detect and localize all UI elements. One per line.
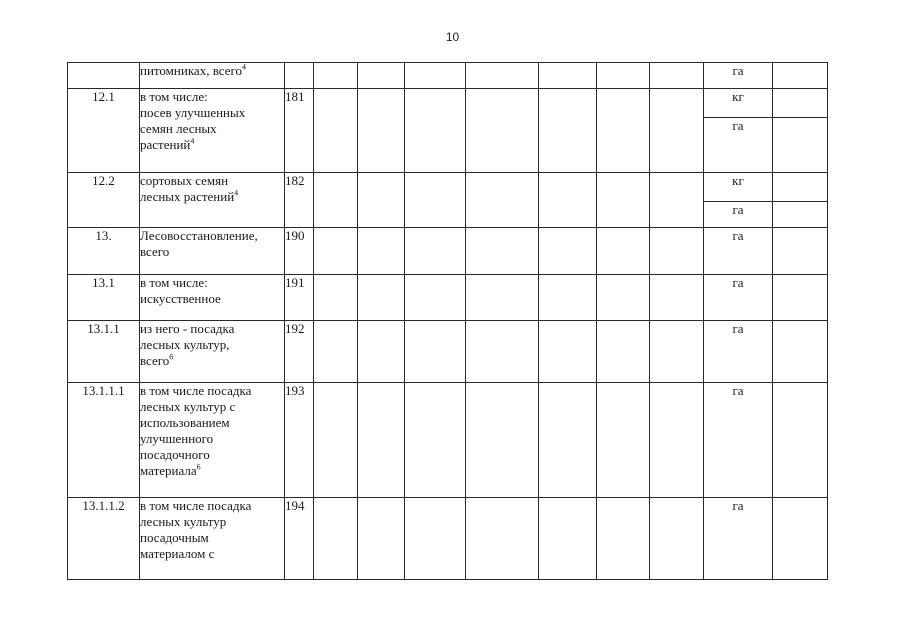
empty-cell xyxy=(314,498,358,580)
indicator-name xyxy=(140,89,285,173)
empty-cell xyxy=(539,498,597,580)
empty-cell xyxy=(597,63,650,89)
table-row xyxy=(68,321,828,383)
indicator-name-line: растений$^4$ xyxy=(140,136,195,152)
row-number: 13.1.1 xyxy=(68,321,140,383)
unit-cell: га xyxy=(704,383,773,498)
empty-cell xyxy=(539,63,597,89)
empty-cell xyxy=(773,321,828,383)
indicator-name-line: лесных культур с xyxy=(140,399,236,414)
unit-cell: га xyxy=(704,202,773,228)
indicator-name-line: улучшенного xyxy=(140,431,214,446)
empty-cell xyxy=(466,321,539,383)
indicator-name-line: лесных культур, xyxy=(140,337,230,352)
unit-cell: кг xyxy=(704,173,773,202)
empty-cell xyxy=(358,275,405,321)
empty-cell xyxy=(466,89,539,173)
indicator-name-line: питомниках, всего$^4$ xyxy=(140,62,246,78)
empty-cell xyxy=(539,383,597,498)
line-code: 193 xyxy=(285,383,314,498)
page-number: 10 xyxy=(445,30,460,44)
empty-cell xyxy=(773,202,828,228)
empty-cell xyxy=(539,228,597,275)
row-number: 13.1.1.1 xyxy=(68,383,140,498)
indicator-name-line: лесных культур xyxy=(140,514,227,529)
empty-cell xyxy=(358,173,405,228)
row-number: 12.1 xyxy=(68,89,140,173)
indicator-name-line: Лесовосстановление, xyxy=(140,228,258,243)
empty-cell xyxy=(650,321,704,383)
empty-cell xyxy=(650,89,704,173)
empty-cell xyxy=(650,275,704,321)
indicator-name xyxy=(140,63,285,89)
footnote-mark: 6 xyxy=(196,462,201,472)
empty-cell xyxy=(358,383,405,498)
empty-cell xyxy=(773,89,828,118)
line-code: 192 xyxy=(285,321,314,383)
unit-cell: га xyxy=(704,63,773,89)
empty-cell xyxy=(773,383,828,498)
table-row xyxy=(68,275,828,321)
empty-cell xyxy=(650,63,704,89)
empty-cell xyxy=(314,228,358,275)
empty-cell xyxy=(597,275,650,321)
line-code: 181 xyxy=(285,89,314,173)
empty-cell xyxy=(466,383,539,498)
footnote-mark: 4 xyxy=(234,188,239,198)
indicator-name-line: в том числе: xyxy=(140,89,208,104)
table-row xyxy=(68,383,828,498)
indicator-name-line: использованием xyxy=(140,415,230,430)
table-row xyxy=(68,498,828,580)
empty-cell xyxy=(597,321,650,383)
empty-cell xyxy=(314,383,358,498)
empty-cell xyxy=(539,89,597,173)
empty-cell xyxy=(466,173,539,228)
row-number: 13.1.1.2 xyxy=(68,498,140,580)
indicator-name-line: посадочного xyxy=(140,447,210,462)
footnote-mark: 4 xyxy=(241,62,246,72)
row-number: 13. xyxy=(68,228,140,275)
table-row xyxy=(68,173,828,202)
empty-cell xyxy=(405,321,466,383)
empty-cell xyxy=(773,275,828,321)
empty-cell xyxy=(314,321,358,383)
empty-cell xyxy=(650,498,704,580)
empty-cell xyxy=(597,498,650,580)
indicator-name-line: из него - посадка xyxy=(140,321,235,336)
indicator-name xyxy=(140,321,285,383)
empty-cell xyxy=(597,173,650,228)
empty-cell xyxy=(597,89,650,173)
indicator-name-line: материала$^6$ xyxy=(140,462,201,478)
empty-cell xyxy=(773,63,828,89)
indicator-name-line: в том числе посадка xyxy=(140,383,252,398)
empty-cell xyxy=(405,275,466,321)
empty-cell xyxy=(773,498,828,580)
empty-cell xyxy=(539,275,597,321)
indicator-name-line: всего$^6$ xyxy=(140,352,174,368)
indicator-name-line: всего xyxy=(140,244,170,259)
empty-cell xyxy=(314,275,358,321)
empty-cell xyxy=(466,63,539,89)
indicator-name-line: в том числе: xyxy=(140,275,208,290)
footnote-mark: 4 xyxy=(190,136,195,146)
unit-cell: га xyxy=(704,321,773,383)
empty-cell xyxy=(466,275,539,321)
table-row xyxy=(68,63,828,89)
empty-cell xyxy=(773,228,828,275)
empty-cell xyxy=(405,498,466,580)
empty-cell xyxy=(358,89,405,173)
form-table xyxy=(67,62,828,580)
indicator-name-line: посев улучшенных xyxy=(140,105,246,120)
unit-cell: га xyxy=(704,275,773,321)
indicator-name xyxy=(140,498,285,580)
empty-cell xyxy=(358,321,405,383)
empty-cell xyxy=(314,89,358,173)
row-number: 13.1 xyxy=(68,275,140,321)
indicator-name-line: лесных растений$^4$ xyxy=(140,188,239,204)
empty-cell xyxy=(650,228,704,275)
footnote-mark: 6 xyxy=(169,352,174,362)
empty-cell xyxy=(597,383,650,498)
line-code xyxy=(285,63,314,89)
line-code: 182 xyxy=(285,173,314,228)
row-number xyxy=(68,63,140,89)
indicator-name xyxy=(140,228,285,275)
unit-cell: га xyxy=(704,228,773,275)
indicator-name-line: искусственное xyxy=(140,291,221,306)
line-code: 194 xyxy=(285,498,314,580)
indicator-name-line: сортовых семян xyxy=(140,173,229,188)
indicator-name-line: материалом с xyxy=(140,546,215,561)
indicator-name xyxy=(140,275,285,321)
indicator-name-line: посадочным xyxy=(140,530,209,545)
empty-cell xyxy=(358,228,405,275)
empty-cell xyxy=(405,383,466,498)
unit-cell: кг xyxy=(704,89,773,118)
line-code: 191 xyxy=(285,275,314,321)
empty-cell xyxy=(773,173,828,202)
empty-cell xyxy=(314,63,358,89)
table-row xyxy=(68,89,828,118)
indicator-name-line: семян лесных xyxy=(140,121,217,136)
indicator-name xyxy=(140,383,285,498)
empty-cell xyxy=(405,63,466,89)
table-row xyxy=(68,228,828,275)
indicator-name xyxy=(140,173,285,228)
empty-cell xyxy=(405,228,466,275)
empty-cell xyxy=(358,498,405,580)
empty-cell xyxy=(466,228,539,275)
empty-cell xyxy=(650,383,704,498)
empty-cell xyxy=(539,321,597,383)
empty-cell xyxy=(314,173,358,228)
empty-cell xyxy=(539,173,597,228)
unit-cell: га xyxy=(704,498,773,580)
empty-cell xyxy=(358,63,405,89)
indicator-name-line: в том числе посадка xyxy=(140,498,252,513)
empty-cell xyxy=(405,89,466,173)
unit-cell: га xyxy=(704,118,773,173)
empty-cell xyxy=(405,173,466,228)
line-code: 190 xyxy=(285,228,314,275)
empty-cell xyxy=(597,228,650,275)
empty-cell xyxy=(773,118,828,173)
row-number: 12.2 xyxy=(68,173,140,228)
empty-cell xyxy=(650,173,704,228)
empty-cell xyxy=(466,498,539,580)
